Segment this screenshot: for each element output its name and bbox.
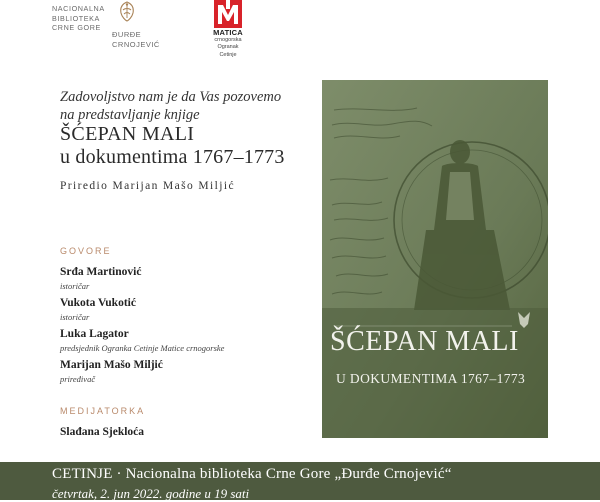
matica-logo-text bbox=[208, 29, 248, 59]
moderator-name: Slađana Sjekloća bbox=[60, 426, 145, 438]
cover-subtitle: U DOKUMENTIMA 1767–1773 bbox=[336, 371, 526, 386]
speaker-name: Vukota Vukotić bbox=[60, 297, 136, 309]
speaker-name: Luka Lagator bbox=[60, 328, 129, 340]
library-logo-line: CRNE GORE bbox=[52, 23, 101, 32]
event-location: CETINJE · Nacionalna biblioteka Crne Gore „Đurđe Crnojević“ bbox=[52, 466, 452, 482]
event-datetime: četvrtak, 2. jun 2022. godine u 19 sati bbox=[52, 486, 250, 501]
library-logo-text bbox=[52, 4, 105, 33]
matica-mark-icon bbox=[214, 0, 242, 28]
speaker-name: Marijan Mašo Miljić bbox=[60, 359, 163, 371]
speaker-role: istoričar bbox=[60, 312, 90, 322]
matica-sub-line: Ogranak bbox=[217, 44, 239, 50]
library-logo bbox=[52, 0, 172, 50]
moderator-label: MEDIJATORKA bbox=[60, 406, 146, 416]
speaker-name: Srđa Martinović bbox=[60, 266, 142, 278]
invitation-intro bbox=[60, 88, 281, 124]
library-logo-line: NACIONALNA bbox=[52, 4, 105, 13]
library-logo-name bbox=[112, 30, 160, 49]
speaker-role: predsjednik Ogranka Cetinje Matice crnogorske bbox=[60, 343, 225, 353]
book-subtitle: u dokumentima 1767–1773 bbox=[60, 146, 285, 168]
matica-logo bbox=[208, 0, 268, 70]
library-name-line: ĐURĐE bbox=[112, 30, 142, 39]
intro-line: na predstavljanje knjige bbox=[60, 107, 200, 123]
library-name-line: CRNOJEVIĆ bbox=[112, 39, 160, 49]
book-editor: Priredio Marijan Mašo Miljić bbox=[60, 180, 235, 192]
library-seal-icon bbox=[116, 0, 138, 22]
cover-title: ŠĆEPAN MALI bbox=[330, 326, 519, 357]
speaker-role: istoričar bbox=[60, 281, 90, 291]
book-cover bbox=[322, 80, 548, 438]
library-logo-line: BIBLIOTEKA bbox=[52, 13, 100, 23]
intro-line: Zadovoljstvo nam je da Vas pozovemo bbox=[60, 89, 282, 105]
book-title: ŠĆEPAN MALI bbox=[60, 123, 195, 145]
matica-sub-line: crnogorska bbox=[214, 36, 242, 43]
speakers-label: GOVORE bbox=[60, 246, 112, 256]
matica-title: MATICA bbox=[213, 28, 243, 37]
matica-sub-line: Cetinje bbox=[219, 51, 237, 58]
speaker-role: priređivač bbox=[60, 374, 96, 384]
